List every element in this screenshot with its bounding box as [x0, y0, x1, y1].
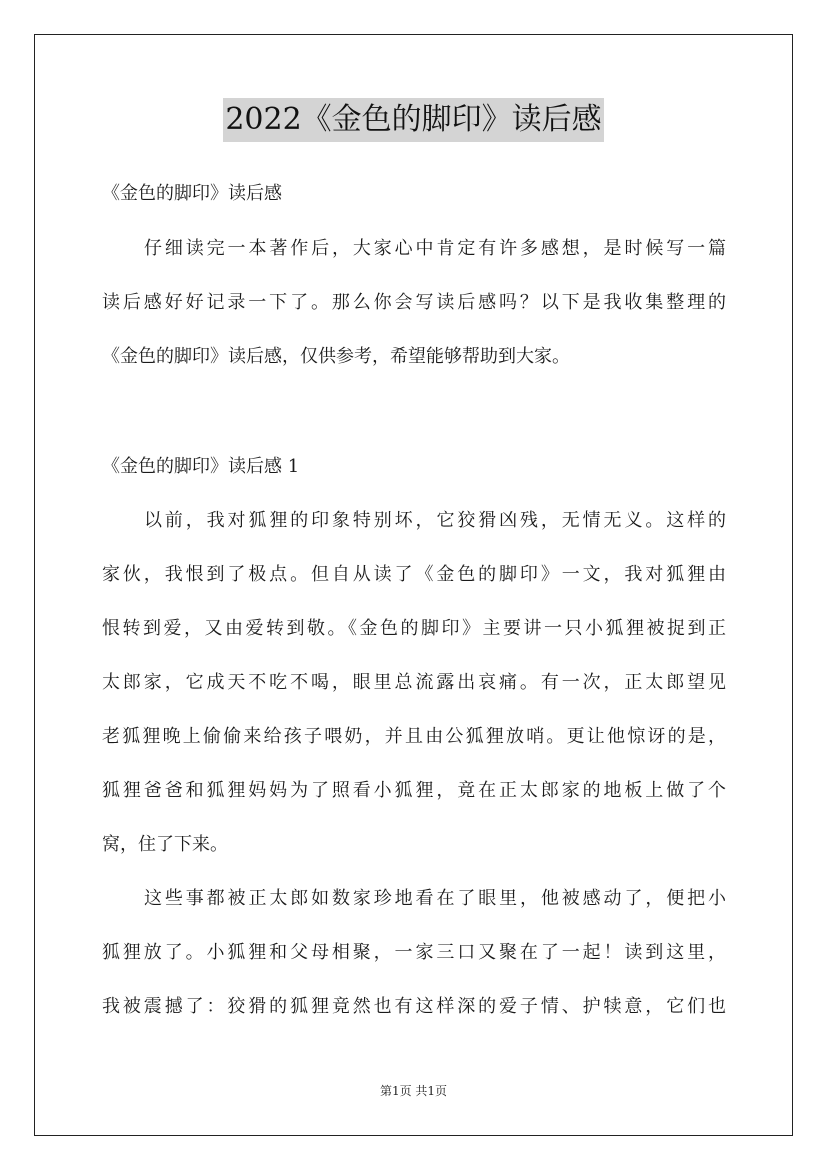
intro-line-2: 读后感好好记录一下了。那么你会写读后感吗？以下是我收集整理的 [102, 292, 726, 313]
document-subtitle: 《金色的脚印》读后感 [102, 183, 282, 204]
para1-line-1: 以前，我对狐狸的印象特别坏，它狡猾凶残，无情无义。这样的 [144, 510, 726, 531]
document-title: 2022《金色的脚印》读后感 [223, 98, 603, 142]
intro-line-3: 《金色的脚印》读后感，仅供参考，希望能够帮助到大家。 [102, 346, 570, 367]
para2-line-1: 这些事都被正太郎如数家珍地看在了眼里，他被感动了，便把小 [144, 888, 726, 909]
intro-line-1: 仔细读完一本著作后，大家心中肯定有许多感想，是时候写一篇 [144, 238, 726, 259]
para1-line-2: 家伙，我恨到了极点。但自从读了《金色的脚印》一文，我对狐狸由 [102, 564, 726, 585]
para2-line-2: 狐狸放了。小狐狸和父母相聚，一家三口又聚在了一起！读到这里， [102, 942, 726, 963]
section-heading: 《金色的脚印》读后感 1 [102, 456, 300, 477]
para1-line-4: 太郎家，它成天不吃不喝，眼里总流露出哀痛。有一次，正太郎望见 [102, 672, 726, 693]
title-container [0, 98, 827, 142]
para1-line-6: 狐狸爸爸和狐狸妈妈为了照看小狐狸，竟在正太郎家的地板上做了个 [102, 780, 726, 801]
para1-line-3: 恨转到爱，又由爱转到敬。《金色的脚印》主要讲一只小狐狸被捉到正 [102, 618, 726, 639]
para1-line-5: 老狐狸晚上偷偷来给孩子喂奶，并且由公狐狸放哨。更让他惊讶的是， [102, 726, 726, 747]
page-footer: 第1页 共1页 [379, 1084, 448, 1098]
para2-line-3: 我被震撼了：狡猾的狐狸竟然也有这样深的爱子情、护犊意，它们也 [102, 996, 726, 1017]
para1-line-7: 窝，住了下来。 [102, 834, 228, 855]
